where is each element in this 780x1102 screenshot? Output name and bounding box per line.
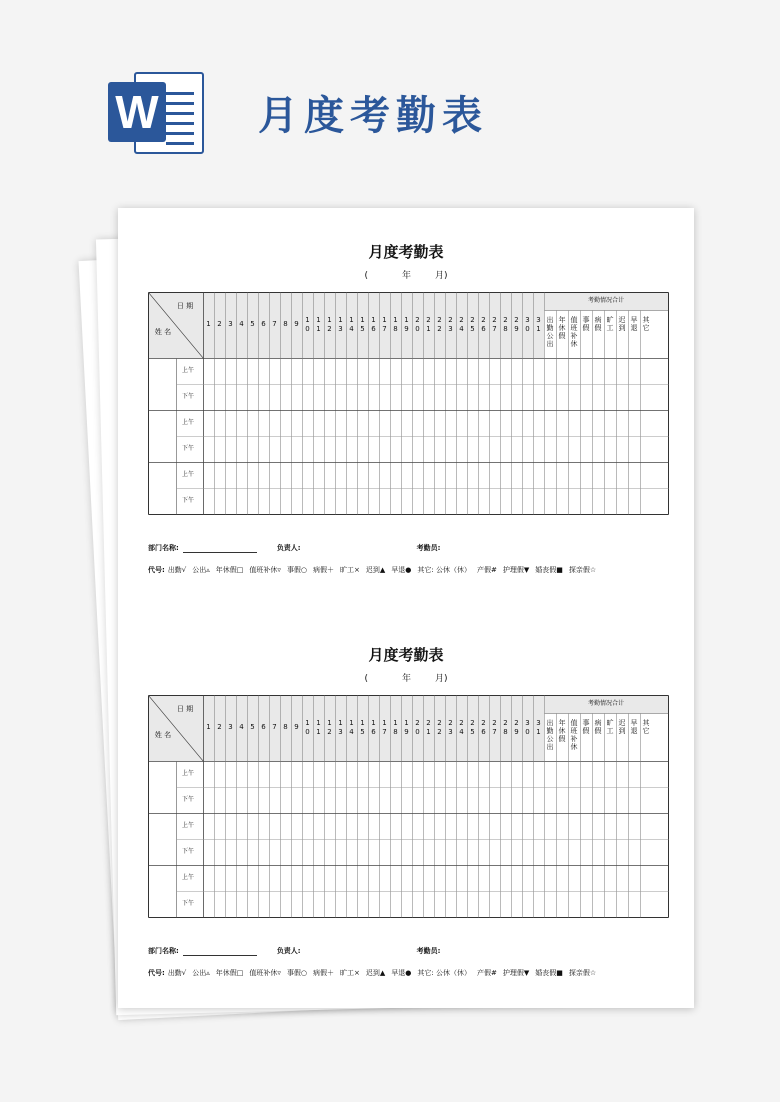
day-header: 30	[525, 719, 530, 736]
attendance-table	[148, 292, 668, 514]
day-header: 25	[470, 719, 475, 736]
legend-item: 公出▵	[192, 566, 210, 574]
legend-item: 出勤√	[167, 566, 187, 574]
sheet-footer	[148, 946, 440, 956]
day-header: 8	[283, 723, 288, 731]
sheet-title: 月度考勤表	[368, 646, 444, 664]
month-label: 月)	[435, 674, 448, 684]
pm-row-label: 下午	[182, 393, 195, 400]
legend-item: 旷工×	[340, 969, 360, 977]
clerk-label: 考勤员:	[416, 947, 441, 955]
legend-item: 护理假▼	[502, 566, 530, 574]
legend-item: 婚丧假■	[535, 566, 563, 574]
legend-item: 事假○	[286, 969, 308, 977]
am-row-label: 上午	[182, 367, 195, 374]
attendance-sheet-1	[118, 208, 694, 588]
day-header: 9	[294, 320, 299, 328]
summary-column-header: 迟到	[618, 316, 626, 332]
day-header: 2	[217, 320, 222, 328]
day-header: 6	[261, 320, 266, 328]
day-header: 18	[393, 316, 398, 333]
summary-column-header: 出勤公出	[546, 719, 554, 751]
day-header: 3	[228, 320, 233, 328]
pm-row-label: 下午	[182, 796, 195, 803]
day-header: 22	[437, 316, 442, 333]
day-header: 27	[492, 316, 497, 333]
day-header: 19	[404, 719, 409, 736]
day-header: 26	[481, 316, 486, 333]
document-page	[118, 208, 694, 1008]
year-label: 年	[401, 674, 411, 684]
day-header: 1	[206, 723, 211, 731]
day-header: 6	[261, 723, 266, 731]
code-legend	[148, 565, 602, 575]
am-row-label: 上午	[182, 822, 195, 829]
employee-name-cell[interactable]	[149, 463, 176, 514]
day-header: 5	[250, 320, 255, 328]
dept-label: 部门名称:	[148, 544, 179, 552]
day-header: 7	[272, 320, 277, 328]
summary-column-header: 早退	[630, 316, 638, 332]
legend-item: 早退●	[391, 566, 412, 574]
legend-item: 旷工×	[340, 566, 360, 574]
code-legend	[148, 968, 602, 978]
summary-title: 考勤情况合计	[587, 700, 624, 707]
header-name-label: 姓 名	[154, 731, 172, 739]
employee-name-cell[interactable]	[149, 359, 176, 410]
legend-item: 年休假□	[215, 969, 244, 977]
legend-item: 值班补休▿	[249, 969, 281, 977]
day-header: 9	[294, 723, 299, 731]
day-header: 26	[481, 719, 486, 736]
day-header: 17	[382, 719, 387, 736]
employee-name-cell[interactable]	[149, 411, 176, 462]
day-header: 2	[217, 723, 222, 731]
am-row-label: 上午	[182, 770, 195, 777]
day-header: 23	[448, 316, 453, 333]
day-header: 21	[426, 719, 431, 736]
day-header: 16	[371, 719, 376, 736]
day-header: 3	[228, 723, 233, 731]
day-header: 31	[536, 316, 541, 333]
day-header: 29	[514, 316, 519, 333]
sheet-title: 月度考勤表	[368, 243, 444, 261]
day-header: 13	[338, 316, 343, 333]
day-header: 10	[305, 719, 310, 736]
summary-column-header: 旷工	[606, 316, 614, 332]
day-header: 14	[349, 719, 354, 736]
word-logo-letter: W	[108, 82, 166, 142]
sheet-period	[118, 673, 694, 685]
day-header: 12	[327, 719, 332, 736]
header-date-label: 日 期	[176, 302, 194, 310]
summary-column-header: 出勤公出	[546, 316, 554, 348]
day-header: 15	[360, 719, 365, 736]
legend-item: 迟到▲	[365, 969, 386, 977]
banner-title: 月度考勤表	[258, 93, 488, 139]
day-header: 11	[316, 316, 321, 333]
sheet-period	[118, 270, 694, 282]
manager-label: 负责人:	[276, 544, 301, 552]
legend-item: 探亲假☆	[568, 566, 597, 574]
day-header: 31	[536, 719, 541, 736]
header-name-label: 姓 名	[154, 328, 172, 336]
summary-column-header: 其它	[642, 719, 650, 735]
summary-column-header: 病假	[594, 316, 602, 332]
summary-column-header: 事假	[582, 316, 590, 332]
legend-item: 探亲假☆	[568, 969, 597, 977]
day-header: 24	[459, 719, 464, 736]
sheet-footer	[148, 543, 440, 553]
header-date-label: 日 期	[176, 705, 194, 713]
pm-row-label: 下午	[182, 445, 195, 452]
legend-item: 病假＋	[313, 969, 335, 977]
dept-name-field[interactable]	[183, 545, 257, 553]
period-open: (	[364, 674, 368, 684]
legend-item: 迟到▲	[365, 566, 386, 574]
word-logo-icon	[108, 68, 208, 156]
day-header: 28	[503, 719, 508, 736]
manager-label: 负责人:	[276, 947, 301, 955]
summary-column-header: 值班补休	[570, 316, 578, 348]
day-header: 13	[338, 719, 343, 736]
summary-title: 考勤情况合计	[587, 297, 624, 304]
day-header: 18	[393, 719, 398, 736]
attendance-sheet-2	[118, 611, 694, 991]
summary-column-header: 年休假	[558, 719, 566, 743]
legend-item: 早退●	[391, 969, 412, 977]
day-header: 23	[448, 719, 453, 736]
day-header: 5	[250, 723, 255, 731]
day-header: 12	[327, 316, 332, 333]
summary-column-header: 迟到	[618, 719, 626, 735]
clerk-label: 考勤员:	[416, 544, 441, 552]
day-header: 10	[305, 316, 310, 333]
day-header: 22	[437, 719, 442, 736]
day-header: 4	[239, 320, 244, 328]
legend-item: 病假＋	[313, 566, 335, 574]
legend-item: 公出▵	[192, 969, 210, 977]
legend-item: 产假#	[477, 969, 497, 977]
month-label: 月)	[435, 271, 448, 281]
day-header: 25	[470, 316, 475, 333]
am-row-label: 上午	[182, 471, 195, 478]
legend-prefix: 代号:	[148, 969, 165, 977]
day-header: 7	[272, 723, 277, 731]
legend-item: 产假#	[477, 566, 497, 574]
summary-column-header: 旷工	[606, 719, 614, 735]
pm-row-label: 下午	[182, 848, 195, 855]
day-header: 28	[503, 316, 508, 333]
day-header: 20	[415, 719, 420, 736]
day-header: 30	[525, 316, 530, 333]
legend-item: 其它: 公休（休）	[417, 969, 472, 977]
legend-item: 事假○	[286, 566, 308, 574]
day-header: 11	[316, 719, 321, 736]
day-header: 21	[426, 316, 431, 333]
day-header: 8	[283, 320, 288, 328]
legend-item: 值班补休▿	[249, 566, 281, 574]
legend-prefix: 代号:	[148, 566, 165, 574]
am-row-label: 上午	[182, 419, 195, 426]
dept-label: 部门名称:	[148, 947, 179, 955]
legend-item: 年休假□	[215, 566, 244, 574]
pm-row-label: 下午	[182, 900, 195, 907]
day-header: 20	[415, 316, 420, 333]
summary-column-header: 早退	[630, 719, 638, 735]
summary-column-header: 事假	[582, 719, 590, 735]
year-label: 年	[401, 271, 411, 281]
legend-item: 出勤√	[167, 969, 187, 977]
day-header: 27	[492, 719, 497, 736]
employee-name-cell[interactable]	[149, 762, 176, 813]
day-header: 15	[360, 316, 365, 333]
attendance-table	[148, 695, 668, 917]
dept-name-field[interactable]	[183, 948, 257, 956]
legend-item: 其它: 公休（休）	[417, 566, 472, 574]
legend-item: 护理假▼	[502, 969, 530, 977]
day-header: 16	[371, 316, 376, 333]
day-header: 29	[514, 719, 519, 736]
summary-column-header: 其它	[642, 316, 650, 332]
legend-item: 婚丧假■	[535, 969, 563, 977]
employee-name-cell[interactable]	[149, 814, 176, 865]
day-header: 17	[382, 316, 387, 333]
summary-column-header: 值班补休	[570, 719, 578, 751]
am-row-label: 上午	[182, 874, 195, 881]
employee-name-cell[interactable]	[149, 866, 176, 917]
day-header: 24	[459, 316, 464, 333]
day-header: 14	[349, 316, 354, 333]
day-header: 1	[206, 320, 211, 328]
summary-column-header: 病假	[594, 719, 602, 735]
day-header: 19	[404, 316, 409, 333]
day-header: 4	[239, 723, 244, 731]
pm-row-label: 下午	[182, 497, 195, 504]
summary-column-header: 年休假	[558, 316, 566, 340]
period-open: (	[364, 271, 368, 281]
